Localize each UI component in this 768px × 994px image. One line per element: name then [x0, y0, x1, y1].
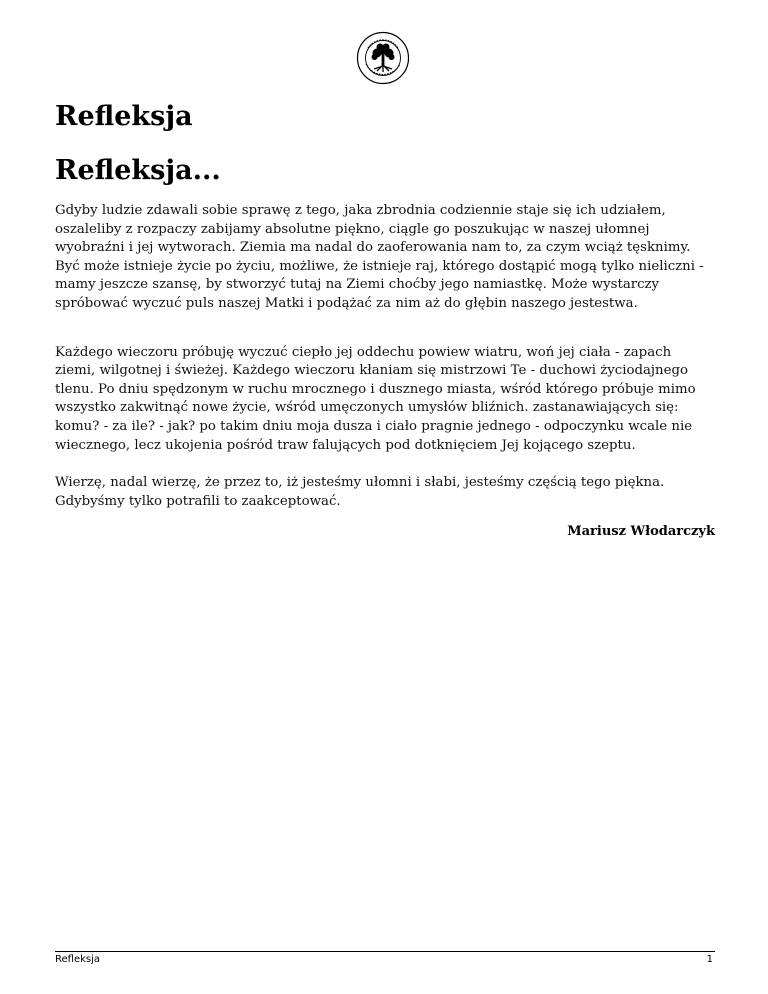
article: [55, 100, 715, 541]
paragraph-2: Każdego wieczoru próbuję wyczuć ciepło jej oddechu powiew wiatru, woń jej ciała - zapach ziemi, wilgotnej i świeżej. Każdego wieczoru kłaniam się mistrzowi Te - duchowi życiodajnego tlenu. Po dniu spędzonym w ruchu mrocznego i dusznego miasta, wśród którego próbuje mimo wszystko zakwitnąć nowe życie, wśród umęczonych umysłów bliźnich. zastanawiających się: komu? - za ile? - jak? po takim dniu moja dusza i ciało pragnie jednego - odpoczynku wcale nie wiecznego, lecz ukojenia pośród traw falujących pod dotknięciem Jej kojącego szeptu.: [55, 344, 696, 453]
author-signature: Mariusz Włodarczyk: [567, 524, 715, 540]
tree-seal-logo-icon: [356, 31, 410, 85]
paragraph-1: Gdyby ludzie zdawali sobie sprawę z tego, jaka zbrodnia codziennie staje się ich udziałem, oszaleliby z rozpaczy zabijamy absolutne piękno, ciągle go poszukując w naszej ułomnej wyobraźni i jej wytworach. Ziemia ma nadal do zaoferowania nam to, za czym wciąż tęsknimy. Być może istnieje życie po życiu, możliwe, że istnieje raj, którego dostąpić mogą tylko nieliczni - mamy jeszcze szansę, by stworzyć tutaj na Ziemi choćby jego namiastkę. Może wystarczy spróbować wyczuć puls naszej Matki i podążać za nim aż do głębin naszego jestestwa.: [55, 203, 704, 311]
footer-divider: [55, 951, 715, 952]
article-subtitle: Refleksja...: [55, 155, 221, 186]
page-title: Refleksja: [55, 101, 193, 132]
page-number: 1: [706, 954, 713, 965]
footer-title: Refleksja: [55, 954, 101, 965]
paragraph-3: Wierzę, nadal wierzę, że przez to, iż jesteśmy ułomni i słabi, jesteśmy częścią tego piękna. Gdybyśmy tylko potrafili to zaakceptować.: [55, 475, 665, 509]
